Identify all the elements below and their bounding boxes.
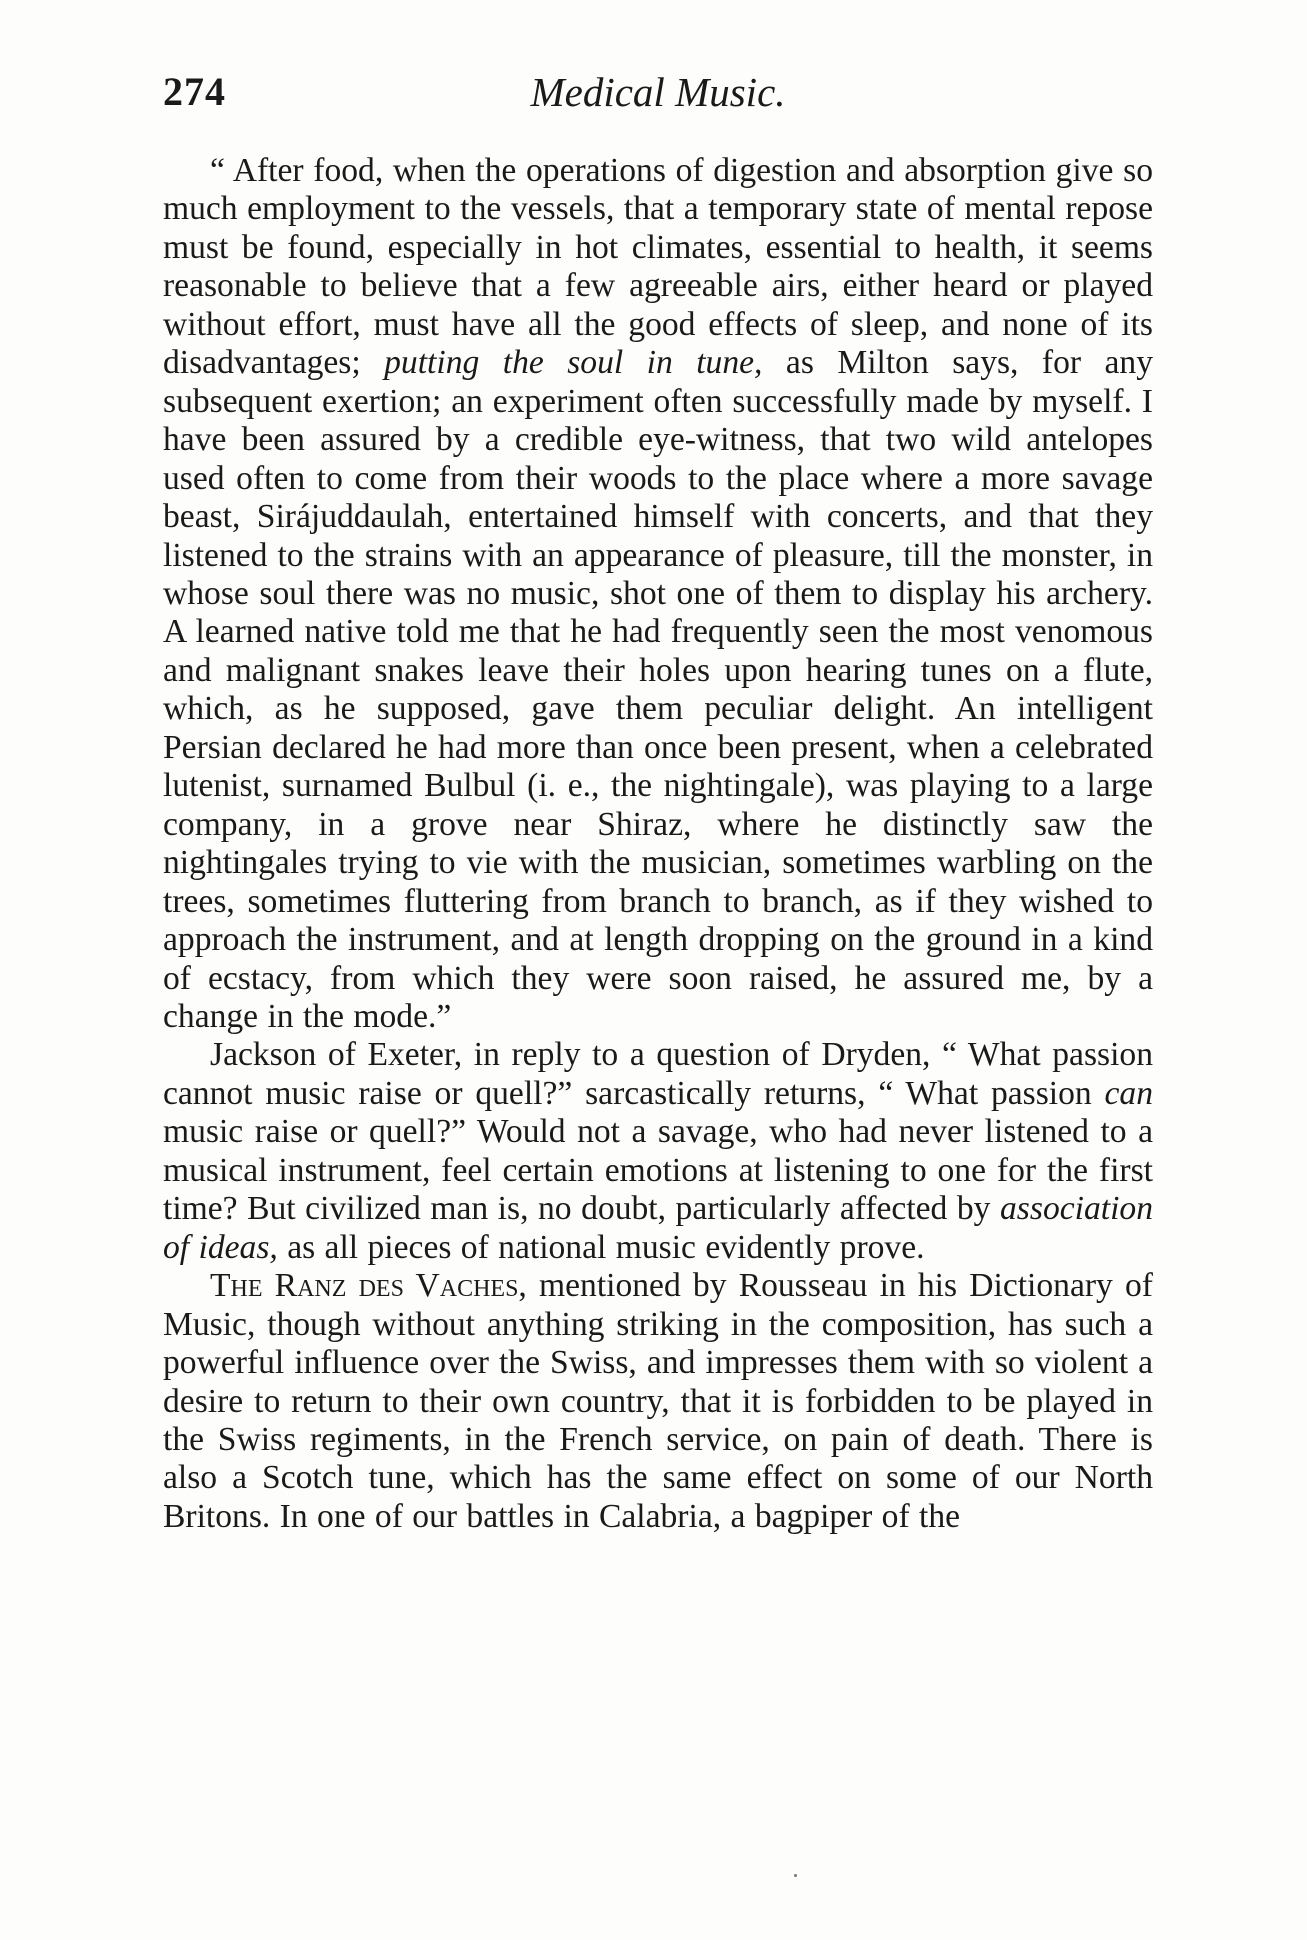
running-title: Medical Music. <box>530 69 786 115</box>
paragraph-3-text: mentioned by Rousseau in his Dictionary of Music, though without anything striking in the composition, has such a powerful influence over the Swiss, and impresses them with so violent a desire to return to their own country, that it is forbidden to be played in the Swiss regiments, in the French service, on pain of death. There is also a Scotch tune, which has the same effect on some of our North Britons. In one of our battles in Calabria, a bagpiper of the <box>163 1267 1153 1535</box>
page-header <box>163 68 1153 128</box>
paragraph-2-italic-association: association of ideas, <box>163 1190 1153 1266</box>
paragraph-3-small-caps-title: The Ranz des Vaches, <box>210 1267 527 1305</box>
paragraph-2-italic-can: can <box>1104 1074 1153 1112</box>
paragraph-2-text-a: Jackson of Exeter, in reply to a question of Dryden, “ What passion cannot music raise or quell?” sarcastically returns, “ What passion <box>163 1036 1153 1112</box>
page-number: 274 <box>163 69 226 114</box>
body-text <box>163 152 1153 1536</box>
paragraph-2-text-c: music raise or quell?” Would not a savage, who had never listened to a musical instrument, feel certain emotions at listening to one for the first time? But civilized man is, no doubt, particularly affected by <box>163 1113 1153 1228</box>
paragraph-ranz-des-vaches <box>163 1267 1153 1536</box>
print-speck <box>794 1874 797 1877</box>
paragraph-1-text-a: “ After food, when the operations of digestion and absorption give so much employment to the vessels, that a temporary state of mental repose must be found, especially in hot climates, essential to health, it seems reasonable to believe that a few agreeable airs, either heard or played without effort, must have all the good effects of sleep, and none of its disadvantages; <box>163 152 1153 382</box>
paragraph-1-text-c: as Milton says, for any subsequent exertion; an experiment often successfully made by myself. I have been assured by a credible eye-witness, that two wild antelopes used often to come from their woods to the place where a more savage beast, Sirájuddaulah, entertained himself with concerts, and that they listened to the strains with an appearance of pleasure, till the monster, in whose soul there was no music, shot one of them to display his archery. A learned native told me that he had frequently seen the most venomous and malignant snakes leave their holes upon hearing tunes on a flute, which, as he supposed, gave them peculiar delight. An intelligent Persian declared he had more than once been present, when a celebrated lutenist, surnamed Bulbul (i. e., the nightingale), was playing to a large company, in a grove near Shiraz, where he distinctly saw the nightingales trying to vie with the musician, sometimes warbling on the trees, sometimes fluttering from branch to branch, as if they wished to approach the instrument, and at length dropping on the ground in a kind of ecstacy, from which they were soon raised, he assured me, by a change in the mode.” <box>163 344 1153 1035</box>
paragraph-2-text-e: as all pieces of national music evidently prove. <box>277 1228 925 1266</box>
paragraph-quotation <box>163 152 1153 1036</box>
paragraph-jackson <box>163 1036 1153 1267</box>
paragraph-1-italic-phrase: putting the soul in tune, <box>384 344 763 382</box>
